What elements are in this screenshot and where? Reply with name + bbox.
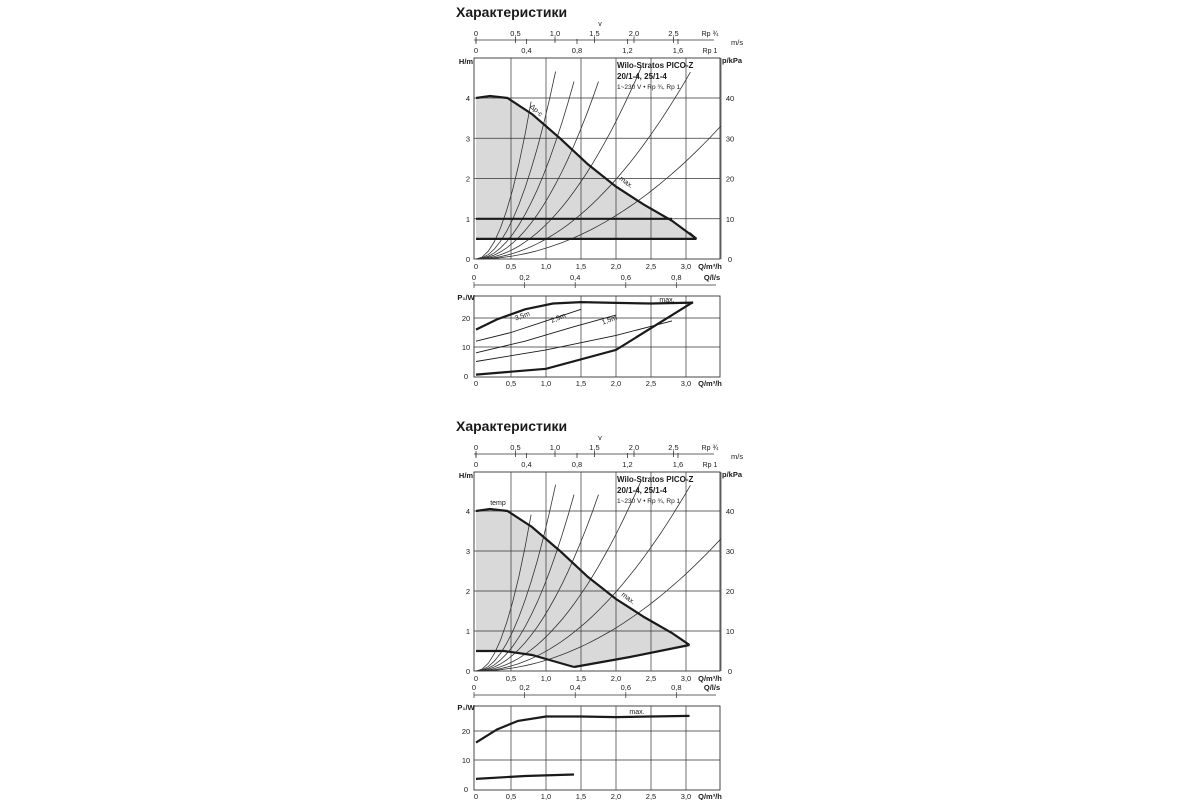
p1-tick-label: 20 [461, 314, 471, 323]
velocity-tick-label-rp34: 2,0 [628, 29, 640, 38]
velocity-tick-label-rp1: 1,6 [672, 46, 684, 55]
legend-line1: Wilo-Stratos PICO-Z [617, 475, 694, 484]
velocity-tick-label-rp1: 0,4 [521, 460, 532, 469]
q-tick-label: 1,0 [540, 674, 552, 683]
p-tick-label: 30 [725, 134, 735, 144]
q-tick-label: 2,5 [645, 674, 657, 683]
annotation-3-5m: 3,5m [513, 310, 531, 323]
operating-area-fill [476, 96, 697, 239]
q-tick-label: 0,5 [505, 262, 517, 271]
p-tick-label: 40 [725, 507, 735, 516]
q-tick-label: 2,0 [610, 262, 622, 271]
annotation-temp: temp [490, 500, 506, 507]
h-axis-title: H/m [458, 57, 474, 66]
p-tick-label: 10 [725, 214, 735, 224]
p-axis-title: p/kPa [721, 56, 743, 65]
velocity-tick-label-rp1: 1,2 [622, 46, 633, 55]
velocity-tick-label-rp34: 2,0 [628, 443, 640, 452]
q-tick-label: 1,5 [575, 262, 587, 271]
velocity-tick-label-rp1: 1,2 [622, 460, 633, 469]
p1-q-tick-label: 0 [473, 379, 479, 388]
velocity-tick-label-rp1: 0,4 [521, 46, 532, 55]
q-tick-label: 0,5 [505, 674, 517, 683]
velocity-tick-label-rp34: 1,5 [589, 29, 600, 38]
annotation-max: max. [617, 175, 635, 191]
q-tick-label: 0 [473, 674, 479, 683]
p1-curve-min [476, 302, 693, 375]
q-tick-label: 1,5 [575, 674, 587, 683]
velocity-tick-label-rp34: 2,5 [668, 29, 679, 38]
p-tick-label: 30 [725, 547, 735, 556]
ls-tick-label: 0,4 [569, 683, 581, 692]
p1-q-tick-label: 1,0 [540, 792, 552, 800]
p1-q-tick-label: 1,5 [575, 379, 587, 388]
legend-line3: 1~230 V • Rp ¾, Rp 1 [617, 84, 681, 91]
p-tick-label: 40 [725, 94, 735, 103]
velocity-tick-label-rp34: 2,5 [668, 443, 679, 452]
p1-q-tick-label: 2,5 [645, 379, 657, 388]
velocity-unit-label: m/s [731, 38, 744, 47]
h-tick-label: 3 [465, 134, 471, 144]
rp34-label: Rp ¾ [701, 445, 719, 452]
velocity-symbol: v [598, 435, 602, 442]
h-tick-label: 2 [465, 174, 471, 184]
section-title: Характеристики [456, 4, 568, 20]
h-tick-label: 1 [465, 627, 471, 636]
ls-tick-label: 0,6 [620, 273, 632, 282]
q-tick-label: 2,0 [610, 674, 622, 683]
rp34-label: Rp ¾ [701, 31, 719, 38]
q-tick-label: 3,0 [680, 674, 692, 683]
p1-q-tick-label: 0,5 [505, 792, 517, 800]
p1-q-tick-label: 1,5 [575, 792, 587, 800]
p-tick-label: 10 [725, 627, 735, 636]
p1-curve-max- [476, 716, 690, 743]
p1-tick-label: 10 [461, 756, 471, 765]
p-tick-label: 0 [727, 255, 733, 264]
h-tick-label: 4 [465, 507, 471, 516]
legend-line3: 1~230 V • Rp ¾, Rp 1 [617, 498, 681, 505]
velocity-tick-label-rp34: 0 [473, 443, 479, 452]
p1-q-tick-label: 3,0 [680, 379, 692, 388]
operating-area-fill [476, 509, 690, 667]
p1-curve-min [476, 775, 574, 779]
ls-tick-label: 0 [471, 273, 477, 282]
h-tick-label: 2 [465, 587, 471, 596]
velocity-tick-label-rp34: 0,5 [510, 443, 521, 452]
legend-line1: Wilo-Stratos PICO-Z [617, 61, 694, 70]
p1-q-axis-title: Q/m³/h [698, 379, 722, 388]
p-tick-label: 0 [727, 667, 733, 676]
q-axis-title: Q/m³/h [698, 262, 722, 271]
p1-tick-label: 0 [463, 372, 469, 381]
p1-tick-label: 0 [463, 785, 469, 794]
q-tick-label: 2,5 [645, 262, 657, 271]
velocity-tick-label-rp1: 1,6 [672, 460, 684, 469]
annotation-2-5m: 2,5m [549, 312, 567, 325]
ls-tick-label: 0,8 [671, 683, 682, 692]
p-tick-label: 20 [725, 587, 735, 596]
p1-q-tick-label: 2,0 [610, 792, 622, 800]
ls-tick-label: 0,8 [671, 273, 682, 282]
h-tick-label: 1 [465, 214, 471, 224]
p1-axis-title: P₁/W [457, 703, 475, 712]
velocity-tick-label-rp34: 1,0 [549, 29, 561, 38]
p-axis-title: p/kPa [721, 470, 743, 479]
p1-q-tick-label: 3,0 [680, 792, 692, 800]
velocity-tick-label-rp34: 0,5 [510, 29, 521, 38]
h-tick-label: 0 [465, 667, 471, 676]
h-axis-title: H/m [458, 471, 474, 480]
velocity-tick-label-rp34: 1,5 [589, 443, 600, 452]
p1-tick-label: 10 [461, 343, 471, 352]
ls-tick-label: 0,2 [519, 683, 530, 692]
velocity-tick-label-rp1: 0,8 [571, 460, 583, 469]
annotation-p1-max: max. [629, 709, 645, 716]
ls-axis-title: Q/l/s [703, 273, 721, 282]
ls-axis-title: Q/l/s [703, 683, 721, 692]
p1-q-tick-label: 0 [473, 792, 479, 800]
ls-tick-label: 0,4 [569, 273, 581, 282]
velocity-tick-label-rp1: 0,8 [571, 46, 583, 55]
ls-tick-label: 0,6 [620, 683, 632, 692]
section-title: Характеристики [456, 418, 568, 434]
p-tick-label: 20 [725, 174, 735, 184]
p1-tick-label: 20 [461, 727, 471, 736]
p1-q-axis-title: Q/m³/h [698, 792, 722, 800]
p1-q-tick-label: 2,5 [645, 792, 657, 800]
annotation-dp-c: Δp-c [528, 103, 544, 119]
velocity-unit-label: m/s [731, 452, 744, 461]
velocity-tick-label-rp34: 0 [473, 29, 479, 38]
p1-axis-title: P₁/W [457, 293, 475, 302]
annotation-1-5m: 1,5m [600, 314, 618, 327]
q-tick-label: 0 [473, 262, 479, 271]
rp1-label: Rp 1 [702, 462, 718, 469]
h-tick-label: 3 [465, 547, 471, 556]
q-axis-title: Q/m³/h [698, 674, 722, 683]
ls-tick-label: 0 [471, 683, 477, 692]
annotation-p1-max: max. [659, 297, 675, 304]
velocity-tick-label-rp1: 0 [473, 46, 479, 55]
velocity-tick-label-rp1: 0 [473, 460, 479, 469]
p1-curve-max- [476, 302, 693, 330]
h-tick-label: 0 [465, 255, 471, 264]
velocity-tick-label-rp34: 1,0 [549, 443, 561, 452]
rp1-label: Rp 1 [702, 48, 718, 55]
h-tick-label: 4 [465, 94, 471, 103]
ls-tick-label: 0,2 [519, 273, 530, 282]
p1-q-tick-label: 0,5 [505, 379, 517, 388]
annotation-max: max. [619, 591, 637, 607]
q-tick-label: 3,0 [680, 262, 692, 271]
p1-q-tick-label: 1,0 [540, 379, 552, 388]
q-tick-label: 1,0 [540, 262, 552, 271]
legend-line2: 20/1-4, 25/1-4 [617, 486, 667, 495]
legend-line2: 20/1-4, 25/1-4 [617, 72, 667, 81]
p1-q-tick-label: 2,0 [610, 379, 622, 388]
velocity-symbol: v [598, 21, 602, 28]
